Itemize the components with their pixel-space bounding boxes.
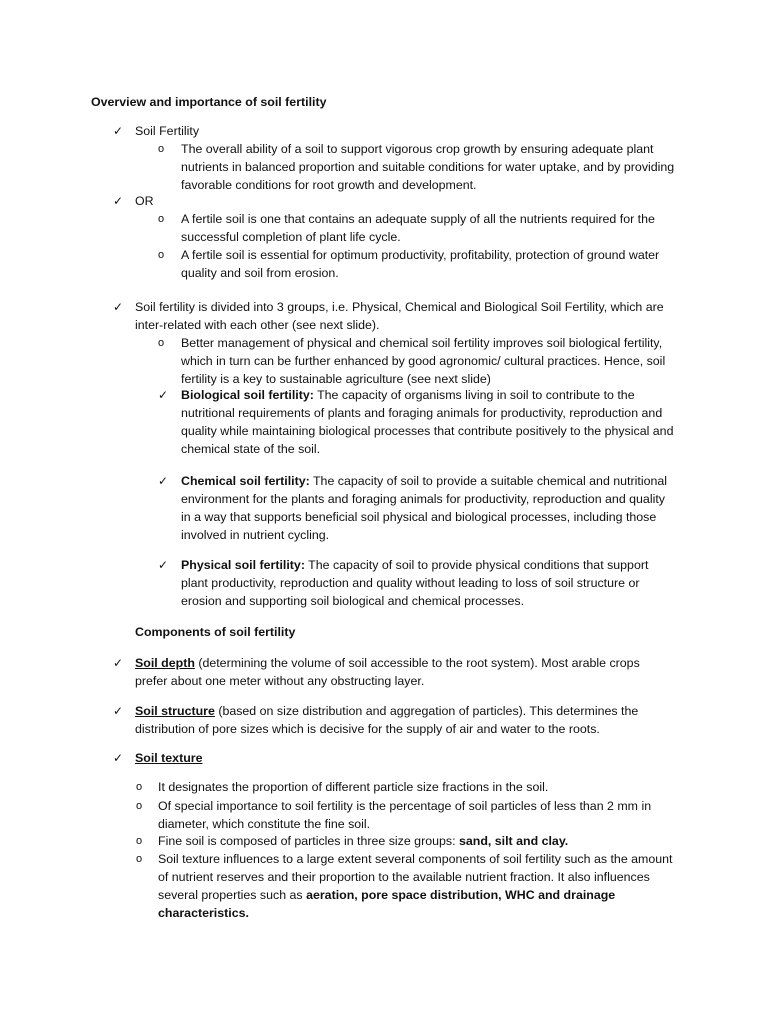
circle-bullet-icon: o	[158, 249, 165, 261]
soil-structure-label: Soil structure	[135, 704, 215, 718]
texture-influence-item	[158, 850, 673, 922]
texture-size-groups-bold: sand, silt and clay.	[458, 834, 569, 848]
texture-influence-bold: aeration, pore space distribution, WHC and drainage characteristics.	[158, 888, 616, 920]
or-label: OR	[135, 194, 154, 208]
fertility-groups-text: Soil fertility is divided into 3 groups, i.e. Physical, Chemical and Biological Soil Fertility, which are inter-related with each other (see next slide).	[135, 300, 664, 332]
soil-depth-item	[135, 654, 675, 690]
chemical-fertility-label: Chemical soil fertility:	[181, 474, 310, 488]
check-icon: ✓	[113, 751, 124, 765]
check-icon: ✓	[113, 300, 124, 314]
biological-fertility-item	[181, 386, 676, 458]
circle-bullet-icon: o	[136, 781, 143, 793]
circle-bullet-icon: o	[158, 213, 165, 225]
biological-fertility-text: The capacity of organisms living in soil to contribute to the nutritional requirements of plants and foraging animals for productivity, reproduction and quality while maintaining biological processes that contribute positively to the physical and chemical state of the soil.	[181, 388, 674, 456]
check-icon: ✓	[113, 704, 124, 718]
soil-structure-item	[135, 702, 675, 738]
soil-depth-text: (determining the volume of soil accessible to the root system). Most arable crops prefer about one meter without any obstructing layer.	[135, 656, 640, 688]
circle-bullet-icon: o	[158, 143, 165, 155]
components-heading: Components of soil fertility	[135, 625, 296, 639]
fertile-soil-definition: A fertile soil is one that contains an adequate supply of all the nutrients required for the successful completion of plant life cycle.	[181, 212, 655, 244]
soil-structure-text: (based on size distribution and aggregation of particles). This determines the distribution of pore sizes which is decisive for the supply of air and water to the roots.	[135, 704, 639, 736]
check-icon: ✓	[158, 558, 169, 572]
physical-fertility-label: Physical soil fertility:	[181, 558, 305, 572]
circle-bullet-icon: o	[158, 337, 165, 349]
texture-fine-soil-text: Of special importance to soil fertility is the percentage of soil particles of less than 2 mm in diameter, which constitute the fine soil.	[158, 799, 652, 831]
page-title: Overview and importance of soil fertility	[91, 95, 327, 109]
soil-texture-label: Soil texture	[135, 751, 203, 765]
soil-fertility-definition: The overall ability of a soil to support vigorous crop growth by ensuring adequate plant nutrients in balanced proportion and suitable conditions for water uptake, and by providing favorable conditions for root growth and development.	[181, 142, 675, 192]
management-text: Better management of physical and chemical soil fertility improves soil biological fertility, which in turn can be further enhanced by good agronomic/ cultural practices. Hence, soil fertility is a key to sustainable agriculture (see next slide)	[181, 336, 666, 386]
texture-proportion-text: It designates the proportion of different particle size fractions in the soil.	[158, 780, 549, 794]
biological-fertility-label: Biological soil fertility:	[181, 388, 314, 402]
texture-influence-text: Soil texture influences to a large extent several components of soil fertility such as the amount of nutrient reserves and their proportion to the available nutrient fraction. It also influences several properties such as	[158, 852, 673, 902]
soil-depth-label: Soil depth	[135, 656, 195, 670]
check-icon: ✓	[113, 656, 124, 670]
physical-fertility-text: The capacity of soil to provide physical conditions that support plant productivity, reproduction and quality without leading to loss of soil structure or erosion and supporting soil biological and chemical processes.	[181, 558, 649, 608]
chemical-fertility-text: The capacity of soil to provide a suitable chemical and nutritional environment for the plants and foraging animals for productivity, reproduction and quality in a way that supports beneficial soil physical and biological processes, including those involved in nutrient cycling.	[181, 474, 668, 542]
circle-bullet-icon: o	[136, 835, 143, 847]
texture-size-groups-text: Fine soil is composed of particles in three size groups:	[158, 834, 459, 848]
circle-bullet-icon: o	[136, 800, 143, 812]
check-icon: ✓	[113, 124, 124, 138]
check-icon: ✓	[113, 194, 124, 208]
check-icon: ✓	[158, 474, 169, 488]
chemical-fertility-item	[181, 472, 676, 544]
texture-size-groups-item	[158, 832, 678, 850]
fertile-soil-importance: A fertile soil is essential for optimum productivity, profitability, protection of ground water quality and soil from erosion.	[181, 248, 660, 280]
physical-fertility-item	[181, 556, 671, 610]
check-icon: ✓	[158, 388, 169, 402]
circle-bullet-icon: o	[136, 853, 143, 865]
soil-fertility-label: Soil Fertility	[135, 124, 200, 138]
